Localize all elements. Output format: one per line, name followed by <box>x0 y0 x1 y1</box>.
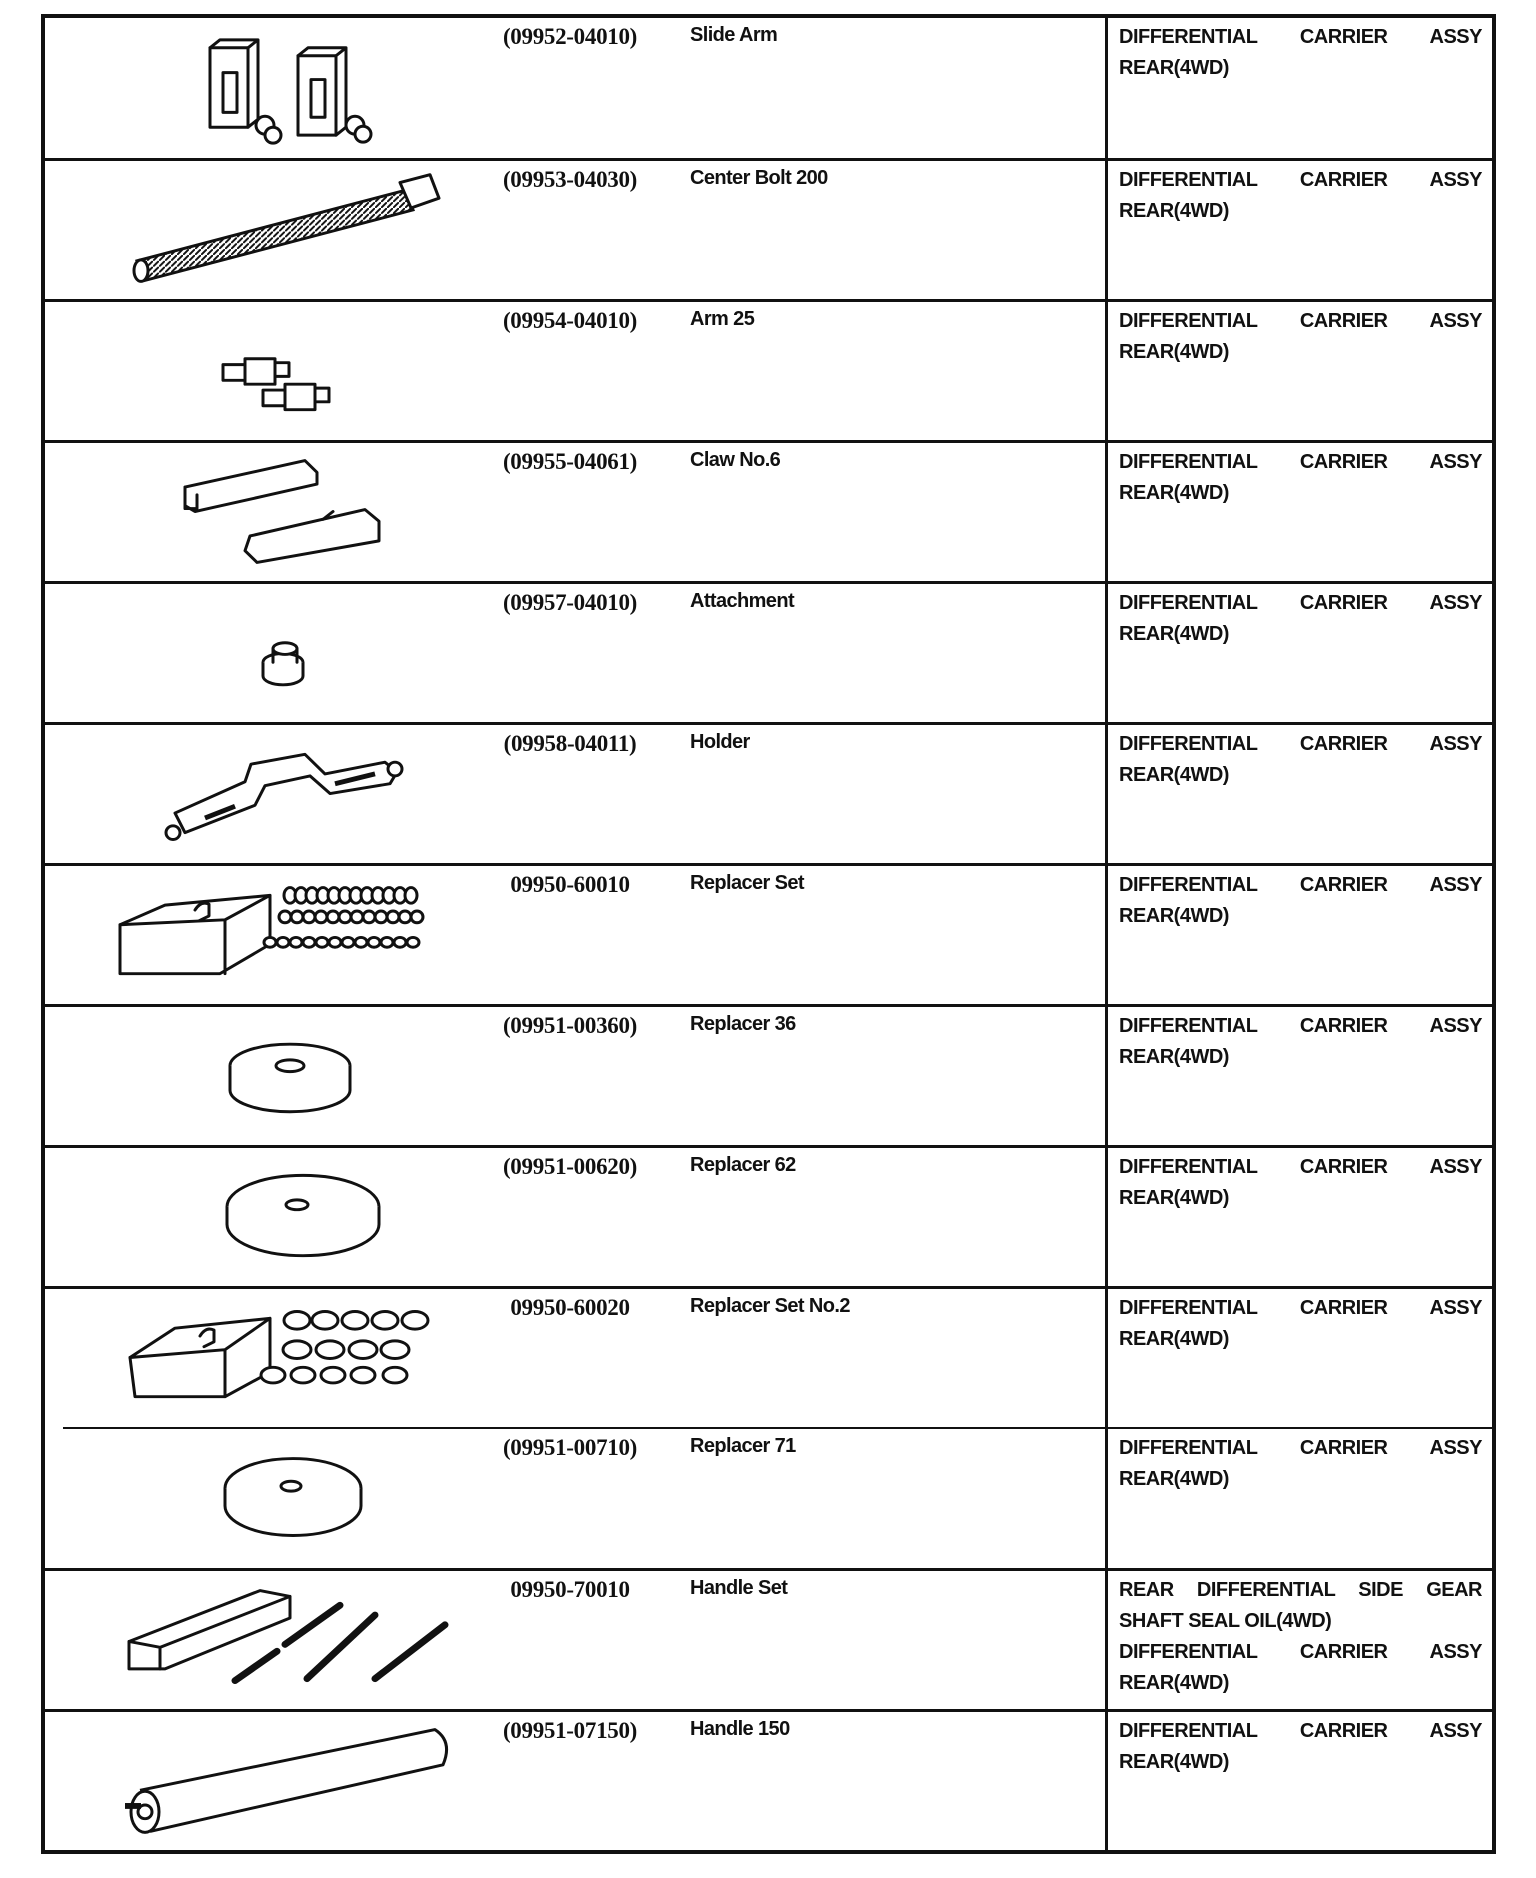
usage-line: REAR(4WD) <box>1119 57 1229 79</box>
table-row <box>45 863 1492 1004</box>
part-number: 09950-70010 <box>510 1577 630 1602</box>
usage-line: REAR DIFFERENTIAL SIDE GEAR <box>1119 1579 1482 1601</box>
table-row <box>45 1004 1492 1145</box>
usage-line: REAR(4WD) <box>1119 1046 1229 1068</box>
part-name: Slide Arm <box>690 24 778 46</box>
replacer-set-icon <box>45 866 485 1004</box>
usage-cell <box>1105 18 1492 158</box>
part-number: (09958-04011) <box>503 731 637 756</box>
usage-line: REAR(4WD) <box>1119 764 1229 786</box>
replacer-set-icon <box>45 1289 485 1427</box>
table-row <box>45 440 1492 581</box>
usage-line: DIFFERENTIAL CARRIER ASSY <box>1119 1641 1482 1663</box>
part-name: Replacer 71 <box>690 1435 796 1457</box>
usage-cell <box>1105 1429 1492 1568</box>
usage-line: DIFFERENTIAL CARRIER ASSY <box>1119 26 1482 48</box>
replacer-disc-icon <box>45 1007 485 1145</box>
arm-icon <box>45 302 485 440</box>
usage-line: DIFFERENTIAL CARRIER ASSY <box>1119 1437 1482 1459</box>
part-name: Handle 150 <box>690 1718 790 1740</box>
table-row <box>45 18 1492 158</box>
usage-line: DIFFERENTIAL CARRIER ASSY <box>1119 1156 1482 1178</box>
part-number: (09951-07150) <box>502 1718 638 1743</box>
table-row <box>45 299 1492 440</box>
usage-line: REAR(4WD) <box>1119 1751 1229 1773</box>
claw-icon <box>45 443 485 581</box>
replacer-disc-icon <box>45 1148 485 1286</box>
usage-cell <box>1105 584 1492 722</box>
usage-line: REAR(4WD) <box>1119 482 1229 504</box>
table-row <box>45 581 1492 722</box>
usage-cell <box>1105 1289 1492 1427</box>
part-name: Replacer Set No.2 <box>690 1295 850 1317</box>
part-number: (09953-04030) <box>502 167 638 192</box>
usage-line: DIFFERENTIAL CARRIER ASSY <box>1119 1297 1482 1319</box>
part-number: 09950-60010 <box>510 872 630 897</box>
center-bolt-icon <box>45 161 485 299</box>
usage-line: DIFFERENTIAL CARRIER ASSY <box>1119 451 1482 473</box>
part-name: Replacer Set <box>690 872 804 894</box>
part-number: (09951-00620) <box>502 1154 638 1179</box>
table-row <box>45 158 1492 299</box>
usage-line: REAR(4WD) <box>1119 200 1229 222</box>
usage-line: REAR(4WD) <box>1119 1187 1229 1209</box>
handle-set-icon <box>45 1571 485 1709</box>
table-row <box>45 722 1492 863</box>
part-number: (09952-04010) <box>502 24 638 49</box>
usage-cell <box>1105 1148 1492 1286</box>
usage-line: REAR(4WD) <box>1119 341 1229 363</box>
part-name: Replacer 36 <box>690 1013 796 1035</box>
holder-icon <box>45 725 485 863</box>
usage-cell <box>1105 725 1492 863</box>
usage-line: SHAFT SEAL OIL(4WD) <box>1119 1610 1332 1632</box>
usage-line: REAR(4WD) <box>1119 623 1229 645</box>
part-number: (09954-04010) <box>502 308 638 333</box>
slide-arm-icon <box>45 18 485 158</box>
part-name: Claw No.6 <box>690 449 781 471</box>
usage-cell <box>1105 161 1492 299</box>
handle-icon <box>45 1712 485 1850</box>
table-row <box>45 1286 1492 1427</box>
usage-line: REAR(4WD) <box>1119 905 1229 927</box>
part-name: Handle Set <box>690 1577 788 1599</box>
usage-line: DIFFERENTIAL CARRIER ASSY <box>1119 310 1482 332</box>
table-row <box>45 1709 1492 1850</box>
usage-line: DIFFERENTIAL CARRIER ASSY <box>1119 169 1482 191</box>
usage-cell <box>1105 302 1492 440</box>
part-name: Replacer 62 <box>690 1154 796 1176</box>
part-name: Arm 25 <box>690 308 755 330</box>
part-name: Holder <box>690 731 750 753</box>
table-row <box>45 1568 1492 1709</box>
part-name: Attachment <box>690 590 795 612</box>
part-name: Center Bolt 200 <box>690 167 828 189</box>
attachment-icon <box>45 584 485 722</box>
usage-cell <box>1105 1007 1492 1145</box>
table-row <box>45 1145 1492 1286</box>
usage-line: DIFFERENTIAL CARRIER ASSY <box>1119 1720 1482 1742</box>
usage-cell <box>1105 866 1492 1004</box>
usage-line: REAR(4WD) <box>1119 1672 1229 1694</box>
usage-cell <box>1105 1712 1492 1850</box>
usage-line: DIFFERENTIAL CARRIER ASSY <box>1119 1015 1482 1037</box>
usage-cell <box>1105 443 1492 581</box>
usage-line: REAR(4WD) <box>1119 1468 1229 1490</box>
usage-line: DIFFERENTIAL CARRIER ASSY <box>1119 874 1482 896</box>
usage-cell <box>1105 1571 1492 1709</box>
part-number: (09957-04010) <box>502 590 638 615</box>
sst-table <box>41 14 1496 1854</box>
part-number: 09950-60020 <box>510 1295 630 1320</box>
usage-line: DIFFERENTIAL CARRIER ASSY <box>1119 733 1482 755</box>
replacer-disc-icon <box>45 1429 485 1568</box>
part-number: (09951-00710) <box>502 1435 638 1460</box>
table-row <box>45 1427 1492 1568</box>
part-number: (09955-04061) <box>502 449 638 474</box>
usage-line: REAR(4WD) <box>1119 1328 1229 1350</box>
part-number: (09951-00360) <box>502 1013 638 1038</box>
usage-line: DIFFERENTIAL CARRIER ASSY <box>1119 592 1482 614</box>
